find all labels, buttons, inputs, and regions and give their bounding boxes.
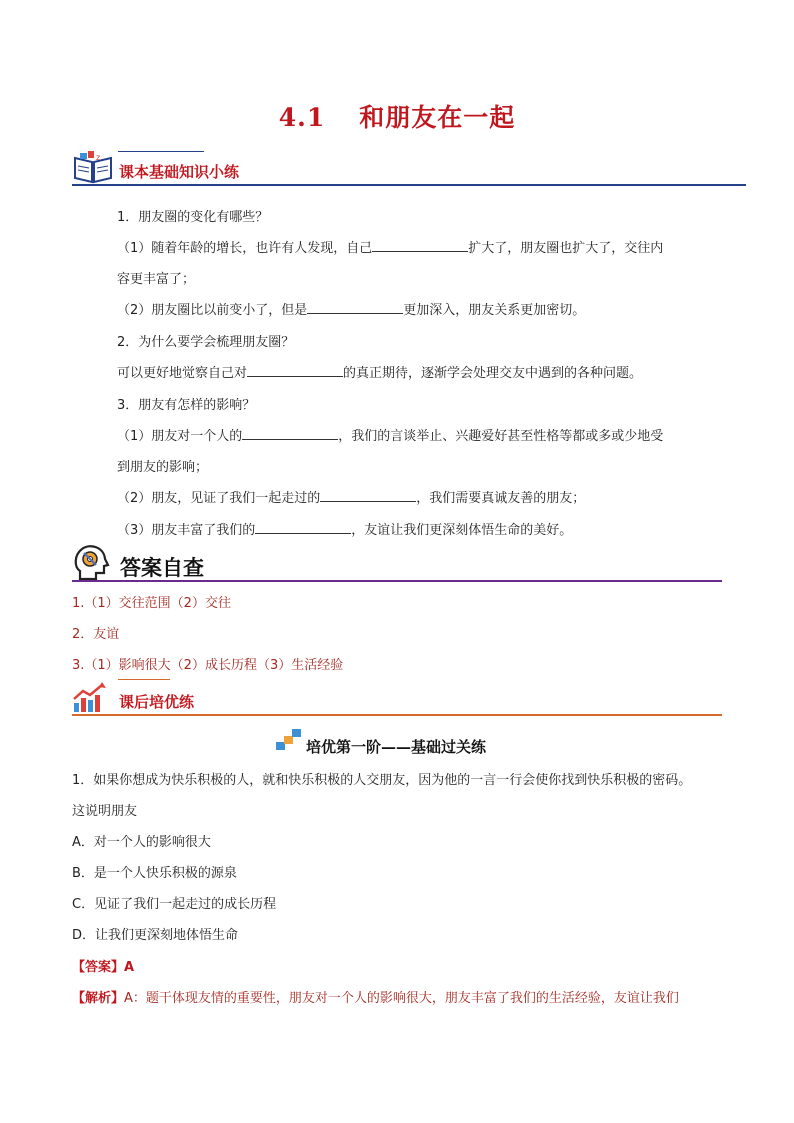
blank-2[interactable] [307, 300, 403, 314]
analysis-line [72, 987, 679, 1006]
mc-question-stem-cont: 这说明朋友 [72, 804, 138, 819]
question-1-1: （1）随着年龄的增长，也许有人发现，自己 扩大了，朋友圈也扩大了，交往内 [117, 237, 663, 256]
growth-chart-icon [72, 681, 108, 717]
answer-line [72, 956, 134, 975]
answer-1: 1.（1）交往范围（2）交往 [72, 596, 231, 611]
blank-1[interactable] [372, 238, 468, 252]
subheading: 培优第一阶——基础过关练 [306, 738, 487, 756]
section1-label: 课本基础知识小练 [119, 163, 240, 181]
question-3: 3．朋友有怎样的影响？ [117, 398, 256, 413]
book-icon [72, 150, 114, 188]
question-3-3: （3）朋友丰富了我们的 ，友谊让我们更深刻体悟生命的美好。 [117, 519, 572, 538]
section2-rule [72, 714, 722, 716]
option-c: C．见证了我们一起走过的成长历程 [72, 897, 277, 912]
blank-4[interactable] [242, 426, 338, 440]
question-3-2: （2）朋友，见证了我们一起走过的 ，我们需要真诚友善的朋友； [117, 487, 585, 506]
mc-question-stem: 1．如果你想成为快乐积极的人，就和快乐积极的人交朋友，因为他的一言一行会使你找到快乐积极的密码。 [72, 773, 692, 788]
option-a: A．对一个人的影响很大 [72, 835, 211, 850]
question-2: 2．为什么要学会梳理朋友圈？ [117, 335, 295, 350]
section-top-rule [118, 151, 204, 152]
stairs-icon [276, 728, 302, 754]
title-text: 和朋友在一起 [359, 103, 516, 132]
section2-label: 课后培优练 [119, 693, 195, 711]
option-d: D．让我们更深刻地体悟生命 [72, 928, 239, 943]
section1-rule [72, 184, 746, 186]
answers-heading: 答案自查 [120, 556, 204, 580]
section2-top-rule [118, 679, 170, 680]
question-3-1: （1）朋友对一个人的 ，我们的言谈举止、兴趣爱好甚至性格等都或多或少地受 [117, 425, 663, 444]
page-title [0, 98, 794, 134]
option-b: B．是一个人快乐积极的源泉 [72, 866, 237, 881]
analysis-label: 【解析】 [72, 991, 125, 1006]
question-2-line: 可以更好地觉察自己对 的真正期待，逐渐学会处理交友中遇到的各种问题。 [117, 362, 642, 381]
title-number: 4.1 [278, 103, 326, 132]
answers-rule [72, 580, 722, 582]
analysis-text: A：题干体现友情的重要性，朋友对一个人的影响很大，朋友丰富了我们的生活经验，友谊让我们 [124, 991, 679, 1006]
answer-2: 2．友谊 [72, 627, 120, 642]
question-1: 1．朋友圈的变化有哪些？ [117, 210, 269, 225]
answer-value: A [124, 960, 135, 975]
answer-3: 3.（1）影响很大（2）成长历程（3）生活经验 [72, 658, 344, 673]
blank-3[interactable] [247, 363, 343, 377]
svg-text:z: z [96, 153, 101, 162]
blank-5[interactable] [320, 488, 416, 502]
blank-6[interactable] [255, 520, 351, 534]
question-1-1-cont: 容更丰富了； [117, 272, 196, 287]
question-3-1-cont: 到朋友的影响； [117, 460, 209, 475]
answer-label: 【答案】 [72, 960, 125, 975]
question-1-2: （2）朋友圈比以前变小了，但是 更加深入，朋友关系更加密切。 [117, 299, 585, 318]
